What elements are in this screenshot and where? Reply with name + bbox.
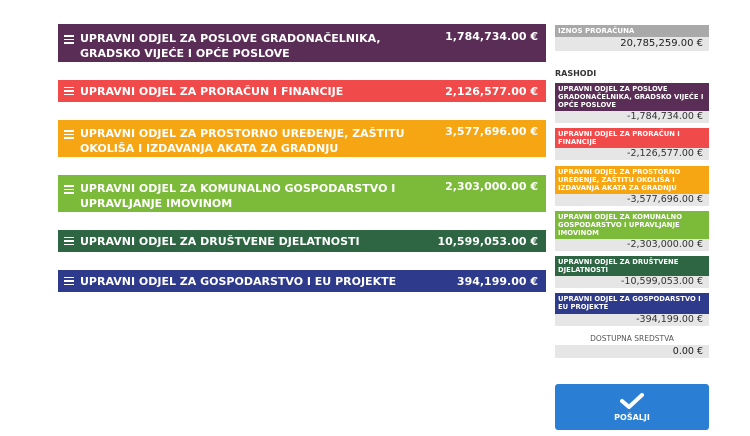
- expenses-title: RASHODI: [555, 69, 597, 78]
- department-amount: 10,599,053.00 €: [437, 234, 538, 248]
- department-amount: 2,126,577.00 €: [445, 84, 538, 98]
- department-bar-spatial-planning[interactable]: [58, 120, 546, 157]
- expense-value: -2,126,577.00 €: [555, 148, 709, 160]
- expense-name: UPRAVNI ODJEL ZA KOMUNALNO GOSPODARSTVO I UPRAVLJANJE IMOVINOM: [555, 211, 709, 239]
- department-amount: 394,199.00 €: [456, 274, 538, 288]
- expense-name: UPRAVNI ODJEL ZA DRUŠTVENE DJELATNOSTI: [555, 256, 709, 276]
- department-amount: 2,303,000.00 €: [445, 180, 538, 193]
- department-bar-economy[interactable]: [58, 270, 546, 292]
- department-bar-social[interactable]: [58, 230, 546, 252]
- expense-value: -1,784,734.00 €: [555, 111, 709, 123]
- department-name: UPRAVNI ODJEL ZA PROSTORNO UREĐENJE, ZAŠTITU OKOLIŠA I IZDAVANJA AKATA ZA GRADNJU: [80, 126, 405, 155]
- drag-handle-icon[interactable]: [64, 185, 74, 194]
- expense-value: -2,303,000.00 €: [555, 239, 709, 251]
- department-name: UPRAVNI ODJEL ZA PRORAČUN I FINANCIJE: [80, 84, 344, 98]
- drag-handle-icon[interactable]: [64, 87, 74, 96]
- department-name: UPRAVNI ODJEL ZA DRUŠTVENE DJELATNOSTI: [80, 234, 360, 248]
- department-amount: 1,784,734.00 €: [445, 30, 538, 43]
- department-bar-finance[interactable]: [58, 80, 546, 102]
- expense-value: -10,599,053.00 €: [555, 276, 709, 288]
- expense-name: UPRAVNI ODJEL ZA POSLOVE GRADONAČELNIKA, GRADSKO VIJEĆE I OPĆE POSLOVE: [555, 83, 709, 111]
- expense-name: UPRAVNI ODJEL ZA PROSTORNO UREĐENJE, ZAŠTITU OKOLIŠA I IZDAVANJA AKATA ZA GRADNJU: [555, 166, 709, 194]
- department-bar-mayor[interactable]: [58, 24, 546, 62]
- expense-value: -3,577,696.00 €: [555, 194, 709, 206]
- department-amount: 3,577,696.00 €: [445, 125, 538, 138]
- budget-label: IZNOS PRORAČUNA: [555, 25, 709, 37]
- drag-handle-icon[interactable]: [64, 130, 74, 139]
- department-bar-communal[interactable]: [58, 175, 546, 212]
- department-name: UPRAVNI ODJEL ZA POSLOVE GRADONAČELNIKA, GRADSKO VIJEĆE I OPĆE POSLOVE: [80, 31, 381, 60]
- department-name: UPRAVNI ODJEL ZA KOMUNALNO GOSPODARSTVO I UPRAVLJANJE IMOVINOM: [80, 181, 396, 210]
- expense-value: -394,199.00 €: [555, 314, 709, 326]
- drag-handle-icon[interactable]: [64, 237, 74, 246]
- drag-handle-icon[interactable]: [64, 35, 74, 44]
- submit-button[interactable]: [555, 384, 709, 430]
- expense-name: UPRAVNI ODJEL ZA PRORAČUN I FINANCIJE: [555, 128, 709, 148]
- expense-name: UPRAVNI ODJEL ZA GOSPODARSTVO I EU PROJEKTE: [555, 293, 709, 314]
- budget-value: 20,785,259.00 €: [555, 37, 709, 51]
- department-name: UPRAVNI ODJEL ZA GOSPODARSTVO I EU PROJEKTE: [80, 274, 397, 288]
- submit-label: POŠALJI: [614, 413, 650, 422]
- available-funds-label: DOSTUPNA SREDSTVA: [590, 334, 674, 343]
- drag-handle-icon[interactable]: [64, 277, 74, 286]
- available-funds-value: 0.00 €: [555, 345, 709, 358]
- check-icon: [619, 392, 645, 410]
